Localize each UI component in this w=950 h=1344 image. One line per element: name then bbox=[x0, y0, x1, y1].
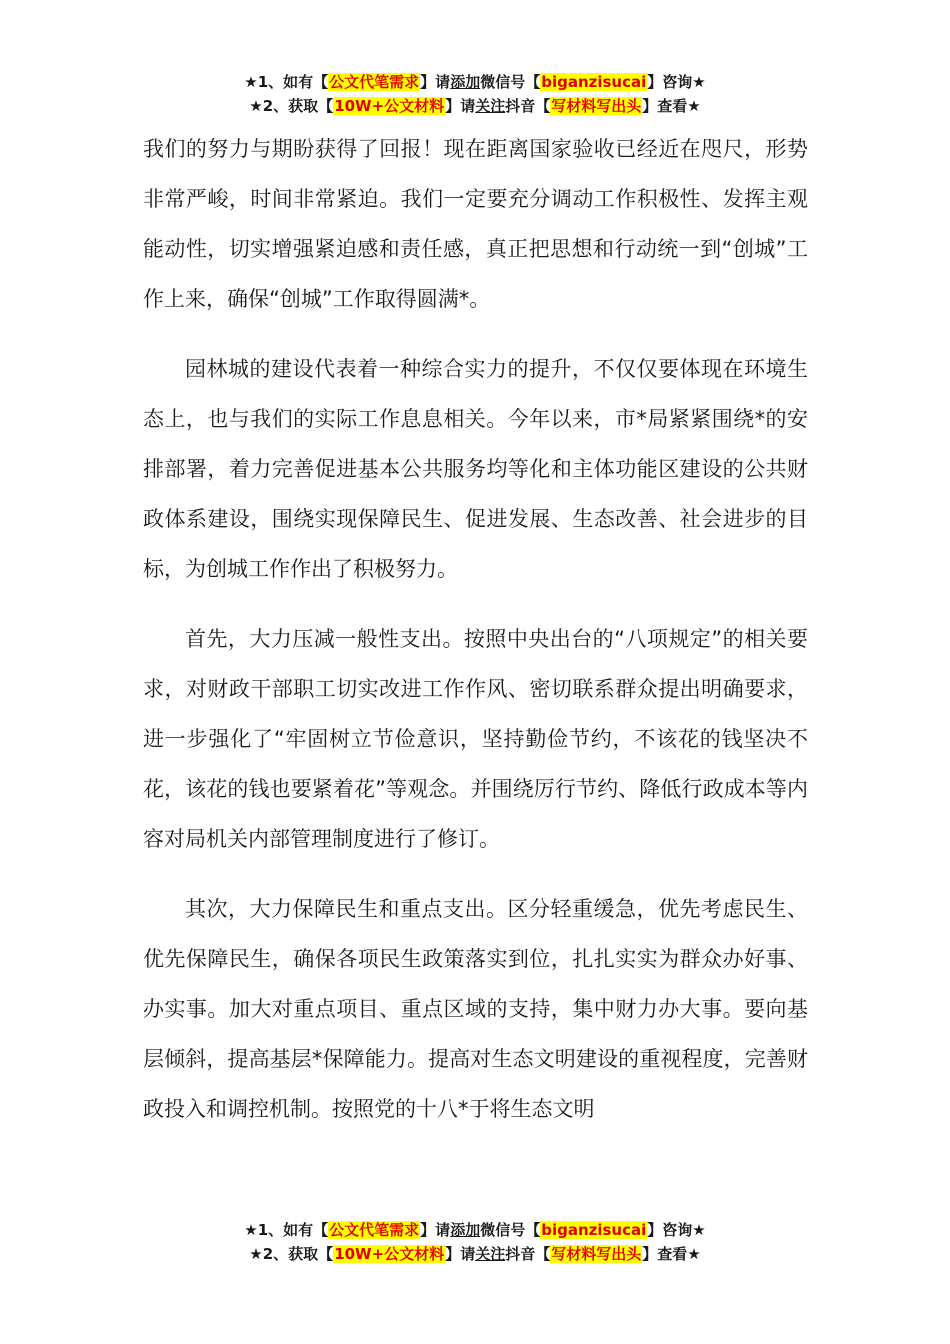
banner-text: 抖音【 bbox=[505, 1245, 551, 1263]
banner-text: 2、获取【 bbox=[262, 97, 334, 115]
banner-text: 】请 bbox=[420, 73, 451, 91]
star-icon: ★ bbox=[249, 97, 263, 115]
banner-line-2 bbox=[0, 94, 950, 118]
banner-text: 】请 bbox=[445, 97, 476, 115]
highlight-douyin: 写材料写出头 bbox=[551, 1245, 642, 1263]
highlight-service: 公文代笔需求 bbox=[329, 1221, 420, 1239]
banner-text: 1、如有【 bbox=[257, 73, 329, 91]
star-icon: ★ bbox=[244, 1221, 258, 1239]
banner-text: 】请 bbox=[445, 1245, 476, 1263]
paragraph: 首先，大力压减一般性支出。按照中央出台的“八项规定”的相关要求，对财政干部职工切实改进工作作风、密切联系群众提出明确要求，进一步强化了“牢固树立节俭意识，坚持勤俭节约，不该花的钱坚决不花，该花的钱也要紧着花”等观念。并围绕厉行节约、降低行政成本等内容对局机关内部管理制度进行了修订。 bbox=[143, 627, 808, 851]
banner-text: 微信号【 bbox=[480, 73, 541, 91]
banner-text: 】咨询★ bbox=[647, 1221, 706, 1239]
banner-text: 】查看★ bbox=[642, 1245, 701, 1263]
banner-text: 】咨询★ bbox=[647, 73, 706, 91]
banner-text: 】查看★ bbox=[642, 97, 701, 115]
banner-line-1 bbox=[0, 1218, 950, 1242]
banner-emphasis: 添加 bbox=[450, 73, 481, 91]
footer-banner bbox=[0, 1218, 950, 1266]
banner-emphasis: 添加 bbox=[450, 1221, 481, 1239]
banner-text: 抖音【 bbox=[505, 97, 551, 115]
paragraph: 我们的努力与期盼获得了回报！现在距离国家验收已经近在咫尺，形势非常严峻，时间非常紧迫。我们一定要充分调动工作积极性、发挥主观能动性，切实增强紧迫感和责任感，真正把思想和行动统一到“创城”工作上来，确保“创城”工作取得圆满*。 bbox=[143, 137, 808, 311]
banner-text: 微信号【 bbox=[480, 1221, 541, 1239]
highlight-materials: 10W+公文材料 bbox=[334, 97, 445, 115]
highlight-wechat-id: biganzisucai bbox=[541, 1221, 647, 1239]
star-icon: ★ bbox=[249, 1245, 263, 1263]
paragraph: 其次，大力保障民生和重点支出。区分轻重缓急，优先考虑民生、优先保障民生，确保各项民生政策落实到位，扎扎实实为群众办好事、办实事。加大对重点项目、重点区域的支持，集中财力办大事。要向基层倾斜，提高基层*保障能力。提高对生态文明建设的重视程度，完善财政投入和调控机制。按照党的十八*于将生态文明 bbox=[143, 897, 808, 1121]
header-banner bbox=[0, 70, 950, 118]
banner-text: 2、获取【 bbox=[262, 1245, 334, 1263]
paragraph: 园林城的建设代表着一种综合实力的提升，不仅仅要体现在环境生态上，也与我们的实际工作息息相关。今年以来，市*局紧紧围绕*的安排部署，着力完善促进基本公共服务均等化和主体功能区建设的公共财政体系建设，围绕实现保障民生、促进发展、生态改善、社会进步的目标，为创城工作作出了积极努力。 bbox=[143, 357, 808, 581]
banner-emphasis: 关注 bbox=[475, 97, 506, 115]
banner-emphasis: 关注 bbox=[475, 1245, 506, 1263]
highlight-douyin: 写材料写出头 bbox=[551, 97, 642, 115]
banner-text: 】请 bbox=[420, 1221, 451, 1239]
highlight-wechat-id: biganzisucai bbox=[541, 73, 647, 91]
banner-line-2 bbox=[0, 1242, 950, 1266]
banner-text: 1、如有【 bbox=[257, 1221, 329, 1239]
star-icon: ★ bbox=[244, 73, 258, 91]
banner-line-1 bbox=[0, 70, 950, 94]
document-body bbox=[143, 124, 808, 1154]
highlight-materials: 10W+公文材料 bbox=[334, 1245, 445, 1263]
highlight-service: 公文代笔需求 bbox=[329, 73, 420, 91]
